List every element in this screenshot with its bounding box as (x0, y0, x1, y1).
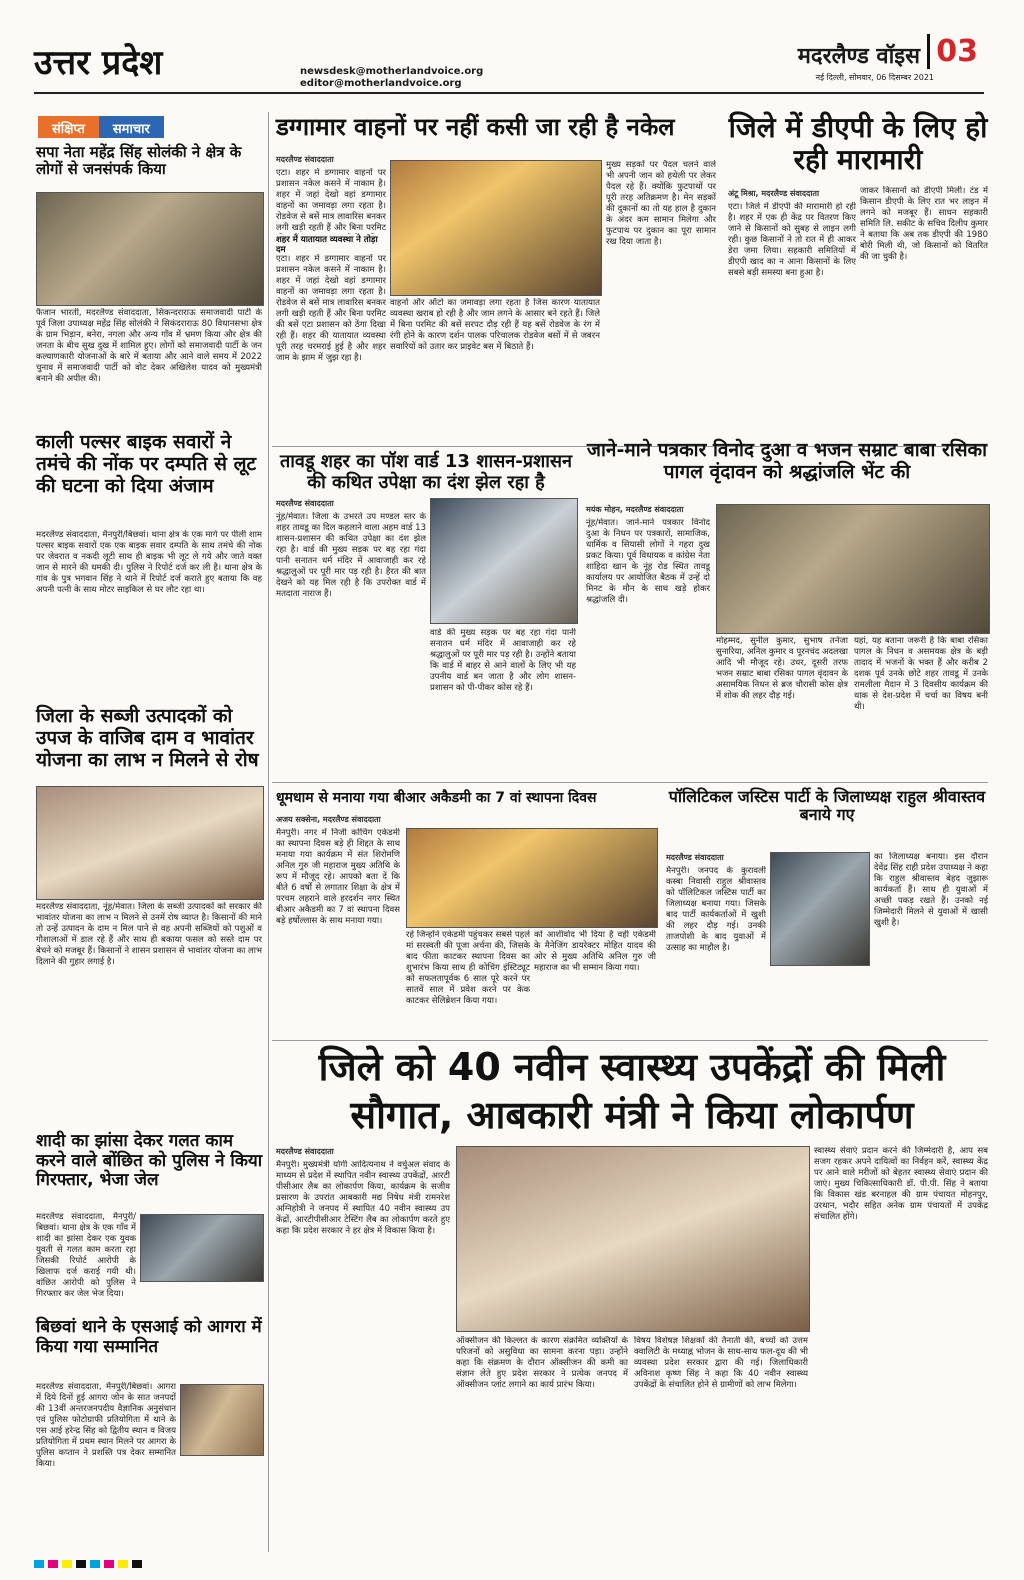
story3-headline: तावडू शहर का पॉश वार्ड 13 शासन-प्रशासन की कथित उपेक्षा का दंश झेल रहा है (279, 451, 573, 493)
story5-photo (406, 828, 658, 928)
story7-body3: विषय विशेषज्ञ शिक्षकों की तैनाती की, बच्चों को उत्तम क्वालिटी के मध्याह्न भोजन के साथ-साथ फल-दूध की भी व्यवस्था प्रदेश सरकार द्वारा की गई। जिलाधिकारी अविनाश कृष्ण सिंह ने कहा कि 40 नवीन स्वास्थ्य उपकेंद्रों के संचालित होने से ग्रामीणों को लाभ मिलेगा। (634, 1336, 808, 1390)
brief1-body: फैजान भारती, मदरलैण्ड संवाददाता, सिकन्दराराऊ समाजवादी पार्टी के पूर्व जिला उपाध्यक्ष महेंद्र सिंह सोलंकी ने सिकंदराराऊ 80 विधानसभा क्षेत्र के ग्राम भिड़ान, बनेरा, नगला और अन्य गाँव में भ्रमण किया और क्षेत्र की जनता के बीच सुख दुख में शामिल हुए। लोगों को समाजवादी पार्टी के जन कल्याणकारी योजनाओं के बारे में बताया और आने वाले समय में 2022 चुनाव में समाजवादी पार्टी को वोट देकर अखिलेश यादव को मुख्यमंत्री बनाने की अपील की। (36, 308, 262, 384)
story5-body2: रहे जिन्होंने एकेडमी पहुंचकर सबसे पहले मां सरस्वती की पूजा अर्चना की, जिसके बाद फीता काटकर स्थापना दिवस का शुभारंभ किया साथ ही कोचिंग इंस्टिट्यूट को सफलतापूर्वक 6 साल पूरे करने पर सातवें साल में प्रवेश करने पर केक काटकर सेलिब्रेशन किया गया। (406, 930, 530, 1006)
row-divider-2 (272, 782, 988, 783)
story1-headline: डग्गामार वाहनों पर नहीं कसी जा रही है नकेल (276, 113, 675, 141)
brief4-body: मदरलैण्ड संवाददाता, मैनपुरी/बिछवां। थाना क्षेत्र के एक गाँव में शादी का झांसा देकर एक युवक युवती से गलत काम करता रहा जिसकी रिपोर्ट आरोपी के खिलाफ दर्ज कराई गयी थी। वांछित आरोपी को पुलिस ने गिरफ्तार कर जेल भेज दिया। (36, 1212, 136, 1299)
story4-photo (716, 504, 990, 634)
story7-headline: जिले को 40 नवीन स्वास्थ्य उपकेंद्रों की मिली सौगात, आबकारी मंत्री ने किया लोकार्पण (318, 1045, 946, 1137)
brief5-photo (180, 1384, 264, 1456)
sidebar-divider (268, 112, 269, 1552)
story4-headline: जाने-माने पत्रकार विनोद दुआ व भजन सम्राट बाबा रसिका पागल वृंदावन को श्रद्धांजलि भेंट की (586, 439, 988, 483)
story1-body-col1b: एटा। शहर में डग्गामार वाहनों पर प्रशासन नकेल कसने में नाकाम है। शहर में जहां देखो वहां डग्गामार वाहनों का जमावड़ा लगा रहता है। रोडवेज से बसें मात्र लावारिस बनकर लगी खड़ी रहती हैं और बिना परमिट की बसें एटा प्रशासन को ठेंगा दिखा रही हैं। शहर की यातायात व्यवस्था पूरी तरह चरमराई हुई है और शहर जाम के झाम में जुझ रहा है। (276, 254, 386, 363)
story1-photo (390, 160, 602, 296)
section-title: उत्तर प्रदेश (34, 43, 163, 83)
email-editor[interactable]: editor@motherlandvoice.org (300, 78, 462, 89)
story5-body: मैनपुरी। नगर में निजी कोचिंग एकेडमी का स्थापना दिवस बड़े ही शिद्दत के साथ मनाया गया कार्यक्रम में संत शिरोमणि अनिल गुरु जी महाराज मुख्य अतिथि के रूप में मौजूद रहे। आपको बता दें कि बीते 6 वर्षों से लगातार शिक्षा के क्षेत्र में परचम लहराने वाले हरदर्शन नगर स्थित बीआर अकैडमी का 7 वां स्थापना दिवस बड़े हर्षोल्लास के साथ मनाया गया। (276, 828, 400, 926)
story4-body: नूंह/मेवात। जाने-माने पत्रकार विनोद दुआ के निधन पर पत्रकारों, सामाजिक, धार्मिक व सियासी लोगों ने गहरा दुख प्रकट किया। पूर्व विधायक व कांग्रेस नेता शाहिदा खान के नूंह रोड स्थित तावडू कार्यालय पर आयोजित बैठक में उन्हें दो मिनट के मौन के साथ खड़े होकर श्रद्धांजलि दी। (586, 518, 710, 605)
row-divider-3 (272, 1040, 988, 1041)
story1-body: एटा। शहर में डग्गामार वाहनों पर प्रशासन नकेल कसने में नाकाम है। शहर में जहां देखो वहां डग्गामार वाहनों का जमावड़ा लगा रहता है। रोडवेज से बसें मात्र लावारिस बनकर लगी खड़ी रहती हैं और बिना परमिट (276, 168, 386, 233)
story7-body2: ऑक्सीजन की किल्लत के कारण संक्रमित व्यक्तियों के परिजनों को असुविधा का सामना करना पड़ा। उन्होंने कहा कि संक्रमण के दौरान ऑक्सीजन की कमी का संज्ञान लेते हुए प्रदेश सरकार ने प्रत्येक जनपद में ऑक्सीजन प्लांट लगाने का कार्य प्रारंभ किया। (456, 1336, 628, 1390)
dateline: नई दिल्ली, सोमवार, 06 दिसम्बर 2021 (815, 73, 934, 82)
story6-byline: मदरलैण्ड संवाददाता (666, 853, 724, 862)
brief3-photo (36, 786, 264, 900)
story6-headline: पॉलिटिकल जस्टिस पार्टी के जिलाध्यक्ष राहुल श्रीवास्तव बनाये गए (668, 787, 986, 825)
brief3-headline: जिला के सब्जी उत्पादकों को उपज के वाजिब दाम व भावांतर योजना का लाभ न मिलने से रोष (36, 705, 259, 771)
brief2-headline: काली पल्सर बाइक सवारों ने तमंचे की नोंक पर दम्पति से लूट की घटना को दिया अंजाम (36, 431, 257, 497)
story5-body3: को आशीर्वाद भी दिया है वही एकेडमी के मैनेजिंग डायरेक्टर मोहित यादव की ओर से मुख्य अतिथि अनिल गुरु जी महाराज का भी सम्मान किया गया। (534, 930, 656, 973)
story1-body3: मुख्य सड़कों पर पैदल चलने वाले भी अपनी जान को हथेली पर लेकर पैदल रहे हैं। क्योंकि फुटपाथों पर पूरी तरह अतिक्रमण है। मेन सड़कों की दुकानों का तो यह हाल है दुकान के अंदर कम सामान मिलेगा और फुटपाथ पर दुकान का पूरा सामान रख दिया जाता है। (606, 160, 716, 247)
email-newsdesk[interactable]: newsdesk@motherlandvoice.org (300, 66, 484, 77)
contact-emails (300, 66, 483, 90)
story3-byline: मदरलैण्ड संवाददाता (276, 499, 334, 508)
story3-body: नूंह/मेवात। जिला के उभरते उप मण्डल स्तर के शहर तावडू का दिल कहलाने वाला अहम वार्ड 13 शासन-प्रशासन की कथित उपेक्षा का दंश झेल रहा है। वार्ड की मुख्य सड़क पर बह रहा गंदा पानी सनातन धर्म मंदिर में आवाजाही कर रहे श्रद्धालुओं पर पूरी मार पड़ रही है। हैरत की बात देखने को यह मिल रही है कि उपरोक्त वार्ड में मतदाता नाराज हैं। (276, 512, 426, 599)
story4-byline: मयंक मोहन, मदरलैण्ड संवाददाता (586, 505, 684, 514)
brief1-photo (36, 192, 264, 306)
story6-photo (770, 852, 870, 966)
brief5-body: मदरलैण्ड संवाददाता, मैनपुरी/बिछवां। आगरा में दिये दिनों हुई आगरा जोन के सात जनपदों की 13वीं अन्तरजनपदीय वैज्ञानिक अनुसंधान एवं पुलिस फोटोग्राफी प्रतियोगिता में थाने के एस आई हरेन्द्र सिंह को द्वितीय स्थान व विजय प्रतियोगिता में प्रथम स्थान मिलने पर आगरा के पुलिस कप्तान ने प्रशस्ति पत्र देकर सम्मानित किया। (36, 1382, 176, 1469)
story6-body2: का जिलाध्यक्ष बनाया। इस दौरान देवेंद्र सिंह राही प्रदेश उपाध्यक्ष ने कहा कि राहुल श्रीवास्तव बेहद जुझारू कार्यकर्ता हैं। साथ ही युवाओं में अच्छी पकड़ रखते हैं। उनको नई जिम्मेदारी मिलने से युवाओं में खासी खुशी है। (874, 852, 988, 928)
brief4-photo (140, 1214, 264, 1282)
story5-headline: धूमधाम से मनाया गया बीआर अकैडमी का 7 वां स्थापना दिवस (276, 790, 597, 806)
story6-body: मैनपुरी। जनपद के कुरावली कस्बा निवासी राहुल श्रीवास्तव को पॉलिटिकल जस्टिस पार्टी का जिलाध्यक्ष बनाया गया। जिसके बाद पार्टी कार्यकर्ताओं में खुशी की लहर दौड़ गई। उनकी ताजपोशी के बाद युवाओं में उत्साह का माहौल है। (666, 866, 766, 953)
tab-sankshipt: संक्षिप्त (38, 116, 99, 138)
story7-byline: मदरलैण्ड संवाददाता (276, 1147, 334, 1156)
story1-subhead: शहर में यातायात व्यवस्था ने तोड़ा दम (276, 235, 378, 255)
story2-byline: अंटू मिश्रा, मदरलैण्ड संवाददाता (728, 189, 820, 198)
print-color-bar (34, 1560, 142, 1568)
tab-samachar: समाचार (99, 116, 164, 138)
story7-body: मैनपुरी। मुख्यमंत्री योगी आदित्यनाथ ने वर्चुअल संवाद के माध्यम से प्रदेश में स्थापित नवीन स्वास्थ्य उपकेंद्रों, आरटी पीसीआर लैब का लोकार्पण किया, कार्यक्रम के सजीव प्रसारण के उपरांत आबकारी मद्य निषेध मंत्री रामनरेश अग्निहोत्री ने जनपद में स्थापित 40 नवीन स्वास्थ्य उप केंद्रों, आरटीपीसीआर टेस्टिंग लैब का लोकार्पण करते हुए कहा कि प्रदेश सरकार ने हर क्षेत्र में विकास किया है। (276, 1160, 450, 1236)
brief2-body: मदरलैण्ड संवाददाता, मैनपुरी/बिछवां। थाना क्षेत्र के एक मार्ग पर पीली शाम पल्सर बाइक सवारों एक एक बाइक सवार दम्पति के साथ तमंचे की नोक पर जेवरात व नकदी लूटी साथ ही बाइक भी लूट ले गये और जाते वक्त जान से मारने की धमकी दी। पुलिस ने रिपोर्ट दर्ज कर ली है। थाना क्षेत्र के गांव के पुत्र भगवान सिंह ने थाने में रिपोर्ट दर्ज कराते हुए बताया कि वह अपनी पत्नी के साथ मोटर साइकिल से घर लौट रहा था। (36, 530, 262, 595)
story5-byline: अजय सक्सेना, मदरलैण्ड संवाददाता (276, 815, 381, 824)
brief3-body: मदरलैण्ड संवाददाता, नूंह/मेवात। जिला के सब्जी उत्पादकों को सरकार की भावांतर योजना का लाभ न मिलने से उनमें रोष व्याप्त है। किसानों की माने तो उन्हें उत्पादन के दाम न मिल पाने से वह अपनी सब्जियों को पशुओं व गौशालाओं में डाल रहे हैं और साथ ही बकाया फसल को सस्ते दाम पर बेचने को मजबूर हैं। किसानों ने शासन प्रशासन से भावांतर योजना का लाभ दिलाने की गुहार लगाई है। (36, 902, 262, 967)
story2-headline: जिले में डीएपी के लिए हो रही मारामारी (728, 111, 988, 177)
story2-body2: जाकर किसानों को डीएपी मिली। टंड में किसान डीएपी के लिए रात भर लाइन में लगने को मजबूर हैं। साधन सहकारी समिति लि. सकीट के सचिव दिलीप कुमार ने बताया कि अब तक डीएपी की 1980 बोरी मिली थी, जो किसानों को वितरित की जा चुकी है। (860, 186, 988, 262)
story2-body: एटा। जिले में डीएपी की मारामारी हो रही है। शहर में एक ही केंद्र पर वितरण किए जाने से किसानों को सुबह से लाइन लगी रही। कुछ किसानों ने तो रात में ही आकर डेरा जमा लिया। सहकारी समितियों में डीएपी खाद का न आना किसानों के लिए सबसे बड़ी समस्या बना हुआ है। (728, 202, 856, 278)
brief4-headline: शादी का झांसा देकर गलत काम करने वाले बोंछित को पुलिस ने किया गिरफ्तार, भेजा जेल (36, 1131, 263, 1191)
story3-body2: वार्ड की मुख्य सड़क पर बह रहा गंदा पानी सनातन धर्म मंदिर में आवाजाही कर रहे श्रद्धालुओं पर पूरी मार पड़ रही है। उन्होंने बताया कि वार्ड में बाहर से आने वालों के लिए भी यह उपनीय वार्ड बन जाता है और लोग शासन-प्रशासन को पी-पीकर कोस रहे हैं। (430, 628, 576, 693)
brief1-headline: सपा नेता महेंद्र सिंह सोलंकी ने क्षेत्र के लोगों से जनसंपर्क किया (36, 143, 242, 179)
story1-byline: मदरलैण्ड संवाददाता (276, 155, 334, 164)
brand-name: मदरलैण्ड वॉइस (797, 43, 920, 69)
story4-body3: यहां, यह बताना जरूरी है कि बाबा रसिका पागल के निधन व असमयक क्षेत्र के बड़ी तादाद में भजनों के भक्त हैं और करीब 2 दशक पूर्व उनके छोटे शहर तावडू में उनके रामलीला मैदान में 3 दिवसीय कार्यक्रम की धाक से देश-प्रदेश में चर्चा का विषय बनी थी। (854, 636, 988, 712)
story7-photo (456, 1146, 810, 1332)
page-number: 03 (927, 34, 978, 69)
story4-body2: मोहम्मद, सुनील कुमार, सुभाष तनेजा सुनारिया, अनिल कुमार व पूरनचंद अदलखा आदि भी मौजूद रहे। उधर, दूसरी तरफ भजन सम्राट बाबा रसिका पागल वृंदावन के असामयिक निधन से ब्रज चौरासी कोस क्षेत्र में शोक की लहर दौड़ गई। (716, 636, 848, 701)
brief5-headline: बिछवां थाने के एसआई को आगरा में किया गया सम्मानित (36, 1317, 262, 1357)
samachar-tab (38, 116, 258, 138)
story3-photo (430, 498, 578, 624)
story1-body2: वाहनों और ऑटो का जमावड़ा लगा रहता है जिस कारण यातायात व्यवस्था खराब हो रही है और जाम लगने के आसार बने रहते हैं। जिले में बिना परमिट की बसें सरपट दौड़ रही हैं यह बसें रोडवेज के रंग में रंगी होने के कारण दर्शन पालक परिचालक रोडवेज बसों में से जबरन सवारियों को उतार कर प्राइवेट बस में बिठाते हैं। (390, 298, 600, 352)
masthead-rule (34, 92, 984, 94)
story7-body4: स्वास्थ्य सेवाएं प्रदान करने की जिम्मेदारी है, आप सब सजग रहकर अपने दायित्वों का निर्वहन करें, स्वास्थ्य केंद्र पर आने वाले मरीजों को बेहतर स्वास्थ्य सेवाएं प्रदान की जाएं। मुख्य चिकित्साधिकारी डॉ. पी.पी. सिंह ने बताया कि विकास खंड बरनाहल की ग्राम पंचायत मोहनपुर, उरथान, भदौर सहित अनेक ग्राम पंचायतों में उपकेंद्र संचालित होंगे। (814, 1146, 988, 1222)
